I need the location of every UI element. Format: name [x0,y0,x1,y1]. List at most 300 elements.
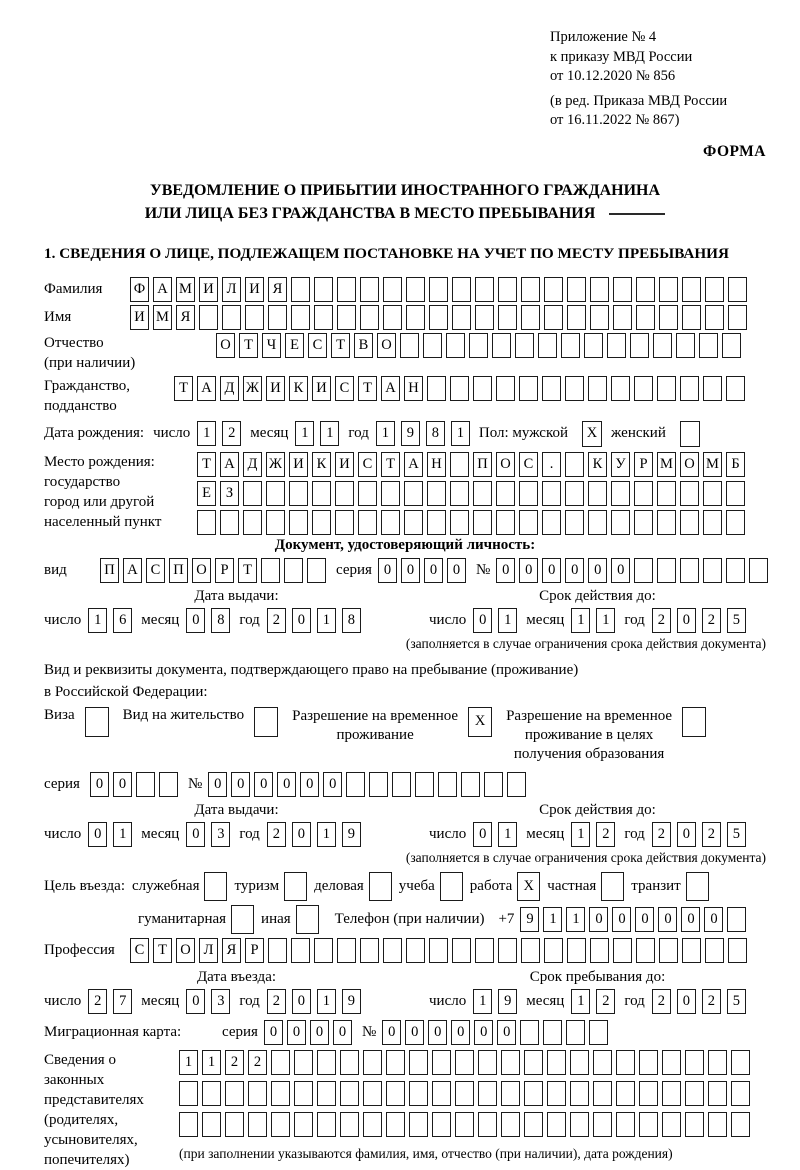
char-box[interactable]: 0 [473,608,492,633]
char-box[interactable] [636,277,655,302]
char-box[interactable] [261,558,280,583]
purpose-work-checkbox[interactable]: X [517,872,540,901]
char-box[interactable] [291,305,310,330]
char-box[interactable] [588,481,607,506]
char-box[interactable] [659,305,678,330]
char-box[interactable] [496,510,515,535]
char-box[interactable]: 2 [267,608,286,633]
char-box[interactable] [613,305,632,330]
char-box[interactable] [340,1112,359,1137]
char-box[interactable] [427,481,446,506]
char-box[interactable] [611,376,630,401]
char-box[interactable]: 0 [186,608,205,633]
char-box[interactable] [446,333,465,358]
char-box[interactable]: М [657,452,676,477]
char-box[interactable] [312,481,331,506]
char-box[interactable]: 2 [702,989,721,1014]
stay-month-boxes[interactable] [571,989,615,1014]
given-name-boxes[interactable] [130,305,747,330]
char-box[interactable]: 2 [267,989,286,1014]
char-box[interactable] [749,558,768,583]
char-box[interactable] [538,333,557,358]
char-box[interactable]: 0 [677,608,696,633]
char-box[interactable] [363,1112,382,1137]
char-box[interactable]: 1 [113,822,132,847]
phone-boxes[interactable] [520,907,746,932]
char-box[interactable]: 0 [310,1020,329,1045]
char-box[interactable] [337,938,356,963]
char-box[interactable]: 2 [596,989,615,1014]
char-box[interactable] [731,1081,750,1106]
char-box[interactable] [593,1081,612,1106]
char-box[interactable]: П [100,558,119,583]
char-box[interactable] [199,305,218,330]
char-box[interactable] [386,1050,405,1075]
char-box[interactable]: З [220,481,239,506]
char-box[interactable]: М [153,305,172,330]
char-box[interactable]: 0 [333,1020,352,1045]
char-box[interactable]: 0 [447,558,466,583]
purpose-other-checkbox[interactable] [296,905,319,934]
char-box[interactable]: 1 [88,608,107,633]
char-box[interactable] [728,277,747,302]
char-box[interactable] [404,510,423,535]
char-box[interactable]: 1 [202,1050,221,1075]
entry-month-boxes[interactable] [186,989,230,1014]
char-box[interactable]: Т [358,376,377,401]
male-checkbox[interactable]: X [582,421,602,447]
char-box[interactable] [271,1112,290,1137]
char-box[interactable]: 1 [498,608,517,633]
birth-day-boxes[interactable] [197,421,241,446]
char-box[interactable] [409,1112,428,1137]
char-box[interactable]: 0 [519,558,538,583]
char-box[interactable]: 0 [658,907,677,932]
char-box[interactable] [708,1112,727,1137]
char-box[interactable] [455,1081,474,1106]
residence-issue-day-boxes[interactable] [88,822,132,847]
char-box[interactable] [611,510,630,535]
purpose-private-checkbox[interactable] [601,872,624,901]
char-box[interactable]: А [197,376,216,401]
char-box[interactable] [335,510,354,535]
char-box[interactable]: 5 [727,989,746,1014]
char-box[interactable]: А [220,452,239,477]
char-box[interactable] [478,1050,497,1075]
char-box[interactable]: И [312,376,331,401]
char-box[interactable]: 8 [211,608,230,633]
char-box[interactable] [266,481,285,506]
char-box[interactable]: Н [427,452,446,477]
char-box[interactable]: И [289,452,308,477]
char-box[interactable] [381,510,400,535]
char-box[interactable] [662,1081,681,1106]
char-box[interactable] [496,376,515,401]
representatives-boxes-row3[interactable] [179,1112,750,1137]
char-box[interactable]: Т [238,558,257,583]
temp-residence-checkbox[interactable]: X [468,707,492,737]
char-box[interactable]: 0 [88,822,107,847]
char-box[interactable] [340,1050,359,1075]
char-box[interactable] [248,1112,267,1137]
char-box[interactable] [657,376,676,401]
char-box[interactable] [685,1112,704,1137]
char-box[interactable] [383,305,402,330]
char-box[interactable]: 0 [681,907,700,932]
char-box[interactable] [726,376,745,401]
char-box[interactable] [680,558,699,583]
char-box[interactable] [432,1081,451,1106]
char-box[interactable]: П [473,452,492,477]
char-box[interactable] [547,1081,566,1106]
residence-valid-day-boxes[interactable] [473,822,517,847]
char-box[interactable]: 1 [179,1050,198,1075]
char-box[interactable] [179,1112,198,1137]
char-box[interactable] [404,481,423,506]
char-box[interactable]: Т [197,452,216,477]
char-box[interactable] [360,305,379,330]
char-box[interactable]: Т [153,938,172,963]
char-box[interactable] [544,277,563,302]
char-box[interactable] [484,772,503,797]
doc-valid-month-boxes[interactable] [571,608,615,633]
residence-number-boxes[interactable] [208,772,526,797]
char-box[interactable]: А [123,558,142,583]
char-box[interactable] [225,1112,244,1137]
char-box[interactable] [478,1081,497,1106]
char-box[interactable]: 3 [211,989,230,1014]
char-box[interactable]: 0 [704,907,723,932]
char-box[interactable] [346,772,365,797]
char-box[interactable] [588,376,607,401]
char-box[interactable] [590,305,609,330]
doc-series-boxes[interactable] [378,558,466,583]
char-box[interactable]: 0 [186,989,205,1014]
char-box[interactable] [630,333,649,358]
char-box[interactable]: 2 [702,822,721,847]
char-box[interactable] [731,1112,750,1137]
char-box[interactable] [519,376,538,401]
char-box[interactable] [520,1020,539,1045]
char-box[interactable] [243,510,262,535]
char-box[interactable]: 0 [428,1020,447,1045]
char-box[interactable] [307,558,326,583]
char-box[interactable] [570,1081,589,1106]
char-box[interactable] [547,1050,566,1075]
char-box[interactable] [478,1112,497,1137]
char-box[interactable] [429,938,448,963]
char-box[interactable] [682,305,701,330]
char-box[interactable] [659,938,678,963]
char-box[interactable] [271,1081,290,1106]
char-box[interactable]: Н [404,376,423,401]
char-box[interactable] [570,1112,589,1137]
char-box[interactable] [515,333,534,358]
char-box[interactable]: Р [215,558,234,583]
char-box[interactable] [455,1050,474,1075]
char-box[interactable] [507,772,526,797]
char-box[interactable]: Д [220,376,239,401]
char-box[interactable] [271,1050,290,1075]
char-box[interactable] [284,558,303,583]
char-box[interactable]: К [312,452,331,477]
char-box[interactable] [337,277,356,302]
char-box[interactable]: 9 [342,822,361,847]
char-box[interactable] [450,510,469,535]
char-box[interactable] [657,481,676,506]
char-box[interactable]: 2 [652,989,671,1014]
char-box[interactable] [521,938,540,963]
char-box[interactable] [680,510,699,535]
char-box[interactable] [728,938,747,963]
char-box[interactable] [461,772,480,797]
char-box[interactable] [452,305,471,330]
char-box[interactable]: С [335,376,354,401]
char-box[interactable] [360,938,379,963]
char-box[interactable] [636,938,655,963]
char-box[interactable] [335,481,354,506]
char-box[interactable]: 2 [222,421,241,446]
char-box[interactable] [438,772,457,797]
doc-issue-year-boxes[interactable] [267,608,361,633]
char-box[interactable] [657,558,676,583]
char-box[interactable]: 0 [292,608,311,633]
char-box[interactable] [268,938,287,963]
char-box[interactable]: 0 [378,558,397,583]
char-box[interactable]: 0 [113,772,132,797]
char-box[interactable]: 0 [323,772,342,797]
char-box[interactable]: 2 [88,989,107,1014]
char-box[interactable]: 0 [474,1020,493,1045]
char-box[interactable]: С [519,452,538,477]
char-box[interactable] [521,277,540,302]
birthplace-boxes-row1[interactable] [197,452,745,477]
char-box[interactable]: 1 [543,907,562,932]
char-box[interactable]: 1 [571,989,590,1014]
char-box[interactable]: И [130,305,149,330]
char-box[interactable] [406,277,425,302]
residence-issue-month-boxes[interactable] [186,822,230,847]
char-box[interactable]: Т [174,376,193,401]
char-box[interactable] [607,333,626,358]
char-box[interactable]: Я [268,277,287,302]
char-box[interactable]: 0 [292,822,311,847]
char-box[interactable] [360,277,379,302]
char-box[interactable] [728,305,747,330]
char-box[interactable] [363,1081,382,1106]
profession-boxes[interactable] [130,938,747,963]
purpose-business-checkbox[interactable] [369,872,392,901]
char-box[interactable]: 0 [677,989,696,1014]
char-box[interactable] [682,938,701,963]
char-box[interactable]: И [335,452,354,477]
char-box[interactable]: 1 [566,907,585,932]
char-box[interactable]: 2 [596,822,615,847]
residence-valid-month-boxes[interactable] [571,822,615,847]
char-box[interactable] [616,1050,635,1075]
char-box[interactable]: 1 [376,421,395,446]
char-box[interactable] [726,558,745,583]
char-box[interactable]: 9 [342,989,361,1014]
char-box[interactable] [659,277,678,302]
char-box[interactable] [544,938,563,963]
char-box[interactable] [542,376,561,401]
char-box[interactable] [291,938,310,963]
char-box[interactable]: Т [381,452,400,477]
char-box[interactable] [731,1050,750,1075]
char-box[interactable]: 0 [231,772,250,797]
char-box[interactable]: 0 [473,822,492,847]
char-box[interactable]: 8 [426,421,445,446]
char-box[interactable] [245,305,264,330]
char-box[interactable] [452,277,471,302]
char-box[interactable]: 9 [520,907,539,932]
char-box[interactable] [682,277,701,302]
char-box[interactable] [584,333,603,358]
char-box[interactable] [616,1081,635,1106]
char-box[interactable] [519,510,538,535]
char-box[interactable] [432,1050,451,1075]
stay-year-boxes[interactable] [652,989,746,1014]
char-box[interactable] [427,510,446,535]
char-box[interactable]: 5 [727,822,746,847]
char-box[interactable]: О [496,452,515,477]
char-box[interactable] [475,277,494,302]
char-box[interactable] [314,938,333,963]
char-box[interactable]: Я [222,938,241,963]
char-box[interactable] [589,1020,608,1045]
char-box[interactable]: 1 [473,989,492,1014]
char-box[interactable] [406,938,425,963]
char-box[interactable] [496,481,515,506]
char-box[interactable]: 0 [612,907,631,932]
birth-year-boxes[interactable] [376,421,470,446]
char-box[interactable] [409,1050,428,1075]
char-box[interactable] [381,481,400,506]
char-box[interactable] [450,376,469,401]
char-box[interactable] [409,1081,428,1106]
char-box[interactable] [524,1112,543,1137]
residence-valid-year-boxes[interactable] [652,822,746,847]
char-box[interactable] [708,1050,727,1075]
char-box[interactable] [634,510,653,535]
char-box[interactable]: Е [285,333,304,358]
purpose-tourism-checkbox[interactable] [284,872,307,901]
char-box[interactable]: С [146,558,165,583]
char-box[interactable]: 1 [571,822,590,847]
birth-month-boxes[interactable] [295,421,339,446]
char-box[interactable] [722,333,741,358]
char-box[interactable] [726,481,745,506]
char-box[interactable] [248,1081,267,1106]
char-box[interactable] [268,305,287,330]
char-box[interactable]: Д [243,452,262,477]
char-box[interactable] [337,305,356,330]
char-box[interactable] [475,938,494,963]
char-box[interactable] [590,938,609,963]
char-box[interactable]: 3 [211,822,230,847]
char-box[interactable]: О [377,333,396,358]
char-box[interactable] [312,510,331,535]
char-box[interactable] [613,277,632,302]
char-box[interactable] [432,1112,451,1137]
char-box[interactable] [657,510,676,535]
char-box[interactable]: Е [197,481,216,506]
char-box[interactable] [703,481,722,506]
char-box[interactable] [524,1081,543,1106]
char-box[interactable] [475,305,494,330]
char-box[interactable] [317,1112,336,1137]
char-box[interactable] [634,558,653,583]
char-box[interactable] [705,277,724,302]
char-box[interactable] [639,1050,658,1075]
char-box[interactable]: 7 [113,989,132,1014]
char-box[interactable]: 0 [405,1020,424,1045]
doc-issue-day-boxes[interactable] [88,608,132,633]
char-box[interactable]: 1 [317,822,336,847]
birthplace-boxes-row2[interactable] [197,481,745,506]
char-box[interactable]: 1 [320,421,339,446]
char-box[interactable] [726,510,745,535]
char-box[interactable] [680,376,699,401]
char-box[interactable] [202,1081,221,1106]
char-box[interactable] [291,277,310,302]
char-box[interactable] [159,772,178,797]
char-box[interactable]: 0 [588,558,607,583]
char-box[interactable] [662,1050,681,1075]
char-box[interactable]: 5 [727,608,746,633]
char-box[interactable] [680,481,699,506]
purpose-humanitarian-checkbox[interactable] [231,905,254,934]
char-box[interactable]: 9 [498,989,517,1014]
char-box[interactable]: 2 [652,608,671,633]
birthplace-boxes-row3[interactable] [197,510,745,535]
char-box[interactable] [314,277,333,302]
char-box[interactable] [317,1081,336,1106]
char-box[interactable] [501,1050,520,1075]
char-box[interactable] [450,481,469,506]
char-box[interactable] [639,1081,658,1106]
residence-issue-year-boxes[interactable] [267,822,361,847]
migration-number-boxes[interactable] [382,1020,608,1045]
char-box[interactable] [593,1050,612,1075]
char-box[interactable]: 0 [542,558,561,583]
char-box[interactable] [542,481,561,506]
char-box[interactable] [570,1050,589,1075]
char-box[interactable]: . [542,452,561,477]
char-box[interactable] [225,1081,244,1106]
migration-series-boxes[interactable] [264,1020,352,1045]
char-box[interactable] [358,481,377,506]
char-box[interactable]: 2 [702,608,721,633]
purpose-transit-checkbox[interactable] [686,872,709,901]
char-box[interactable]: С [358,452,377,477]
char-box[interactable] [519,481,538,506]
char-box[interactable]: 1 [295,421,314,446]
char-box[interactable] [243,481,262,506]
char-box[interactable] [358,510,377,535]
char-box[interactable] [383,277,402,302]
char-box[interactable] [676,333,695,358]
char-box[interactable] [202,1112,221,1137]
char-box[interactable]: 2 [248,1050,267,1075]
char-box[interactable] [524,1050,543,1075]
char-box[interactable] [369,772,388,797]
char-box[interactable]: 8 [342,608,361,633]
char-box[interactable]: К [289,376,308,401]
char-box[interactable] [392,772,411,797]
char-box[interactable] [566,1020,585,1045]
